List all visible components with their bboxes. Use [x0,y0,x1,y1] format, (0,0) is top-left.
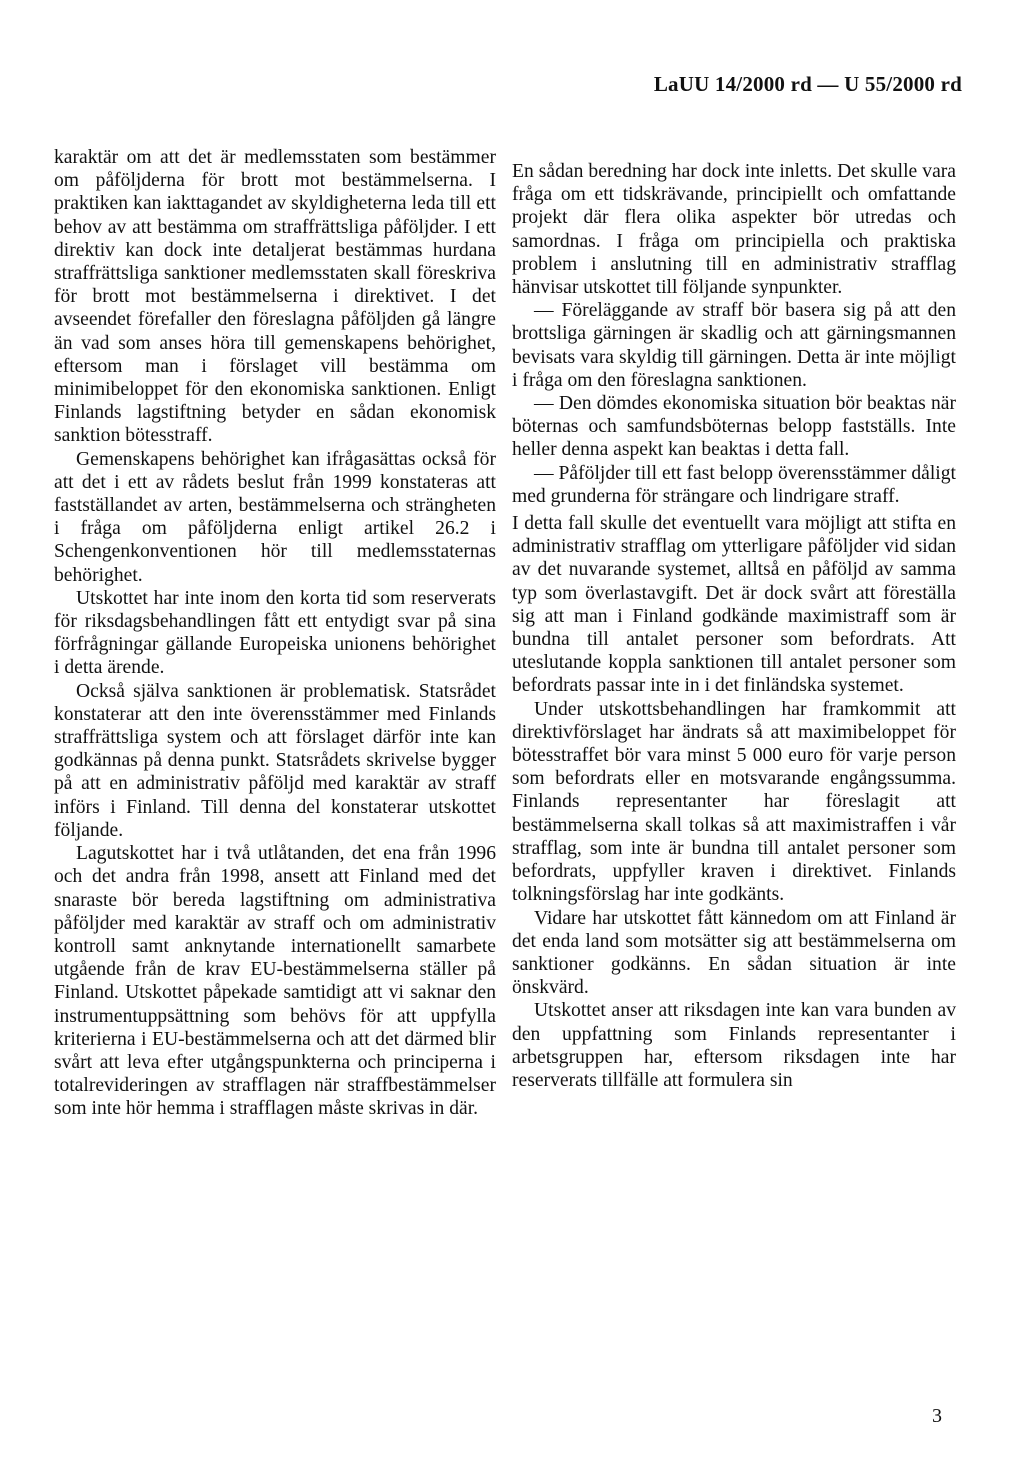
body-paragraph: Under utskottsbehandlingen har framkommit att direktivförslaget har ändrats så att maximibeloppet för bötesstraffet bör vara minst 5 000 euro för varje person som befordrats eller en motsvarande engångssumma. Finlands representanter har föreslagit att bestämmelserna skall tolkas så att maximistraffen i vår strafflag, som inte är bundna till antalet personer som befordrats, uppfyller kraven i direktivet. Finlands tolkningsförslag har inte godkänts. [512,698,956,906]
left-column [54,146,496,1121]
running-header: LaUU 14/2000 rd — U 55/2000 rd [653,72,962,96]
dash-list-item: — Den dömdes ekonomiska situation bör beaktas när böternas och samfundsböternas belopp fastställs. Inte heller denna aspekt kan beaktas i detta fall. [512,393,956,461]
body-paragraph: I detta fall skulle det eventuellt vara möjligt att stifta en administrativ strafflag om ytterligare påföljder vid sidan av det nuvarande systemet, alltså en påföljd av samma typ som överlastavgift. Det är dock svårt att föreställa sig att man i Finland godkände maximistraff som är bundna till antalet personer som befordrats. Att uteslutande koppla sanktionen till antalet personer som befordrats passar inte in i det finländska systemet. [512,513,956,697]
body-paragraph: Lagutskottet har i två utlåtanden, det ena från 1996 och det andra från 1998, ansett att Finland med det snaraste bör bereda lagstiftning om administrativa påföljder med karaktär av straff och om administrativ kontroll samt anknytande internationellt samarbete utgående från de krav EU-bestämmelserna ställer på Finland. Utskottet påpekade samtidigt att vi saknar den instrumentuppsättning som behövs för att uppfylla kriterierna i EU-bestämmelserna och att det därmed blir svårt att leva efter utgångspunkterna och principerna i totalrevideringen av strafflagen när straffbestämmelser som inte hör hemma i strafflagen måste skrivas in där. [54,843,496,1120]
page-number: 3 [932,1405,942,1427]
body-paragraph: Gemenskapens behörighet kan ifrågasättas också för att det i ett av rådets beslut från 1999 konstateras att fastställandet av arten, bestämmelserna och strängheten i fråga om påföljderna enligt artikel 26.2 i Schengenkonventionen hör till medlemsstaternas behörighet. [54,448,496,586]
dash-list-item: — Föreläggande av straff bör basera sig på att den brottsliga gärningen är skadlig och att gärningsmannen bevisats vara skyldig till gärningen. Detta är inte möjligt i fråga om den föreslagna sanktionen. [512,300,956,391]
body-paragraph: Vidare har utskottet fått kännedom om att Finland är det enda land som motsätter sig att bestämmelserna om sanktioner godkänns. En sådan situation är inte önskvärd. [512,907,956,999]
body-paragraph: karaktär om att det är medlemsstaten som bestämmer om påföljderna för brott mot bestämmelserna. I praktiken kan iakttagandet av skyldigheterna leda till ett behov av att bestämma om straffrättsliga påföljder. I ett direktiv kan dock inte detaljerat bestämmas hurdana straffrättsliga sanktioner medlemsstaten skall föreskriva för brott mot bestämmelserna i direktivet. I det avseendet förefaller den föreslagna påföljden gå längre än vad som anses höra till gemenskapens behörighet, eftersom man i förslaget vill bestämma om minimibeloppet för den ekonomiska sanktionen. Enligt Finlands lagstiftning betyder en sådan ekonomisk sanktion bötesstraff. [54,147,496,447]
body-paragraph: Utskottet anser att riksdagen inte kan vara bunden av den uppfattning som Finlands representanter i arbetsgruppen har, eftersom riksdagen inte har reserverats tillfälle att formulera sin [512,1000,956,1091]
body-paragraph: Utskottet har inte inom den korta tid som reserverats för riksdagsbehandlingen fått ett entydigt svar på sina förfrågningar gällande Europeiska unionens behörighet i detta ärende. [54,587,496,679]
body-paragraph: Också själva sanktionen är problematisk. Statsrådet konstaterar att den inte överensstämmer med Finlands straffrättsliga system och att förslaget därför inte kan godkännas på denna punkt. Statsrådets skrivelse bygger på att en administrativ påföljd med karaktär av straff införs i Finland. Till denna del konstaterar utskottet följande. [54,680,496,841]
dash-list-item: — Påföljder till ett fast belopp överensstämmer dåligt med grunderna för strängare och lindrigare straff. [512,462,956,507]
right-column [512,160,956,1092]
body-paragraph: En sådan beredning har dock inte inletts. Det skulle vara fråga om ett tidskrävande, principiellt och omfattande projekt där flera olika aspekter bör utredas och samordnas. I fråga om principiella och praktiska problem i anslutning till en administrativ strafflag hänvisar utskottet till följande synpunkter. [512,161,956,299]
